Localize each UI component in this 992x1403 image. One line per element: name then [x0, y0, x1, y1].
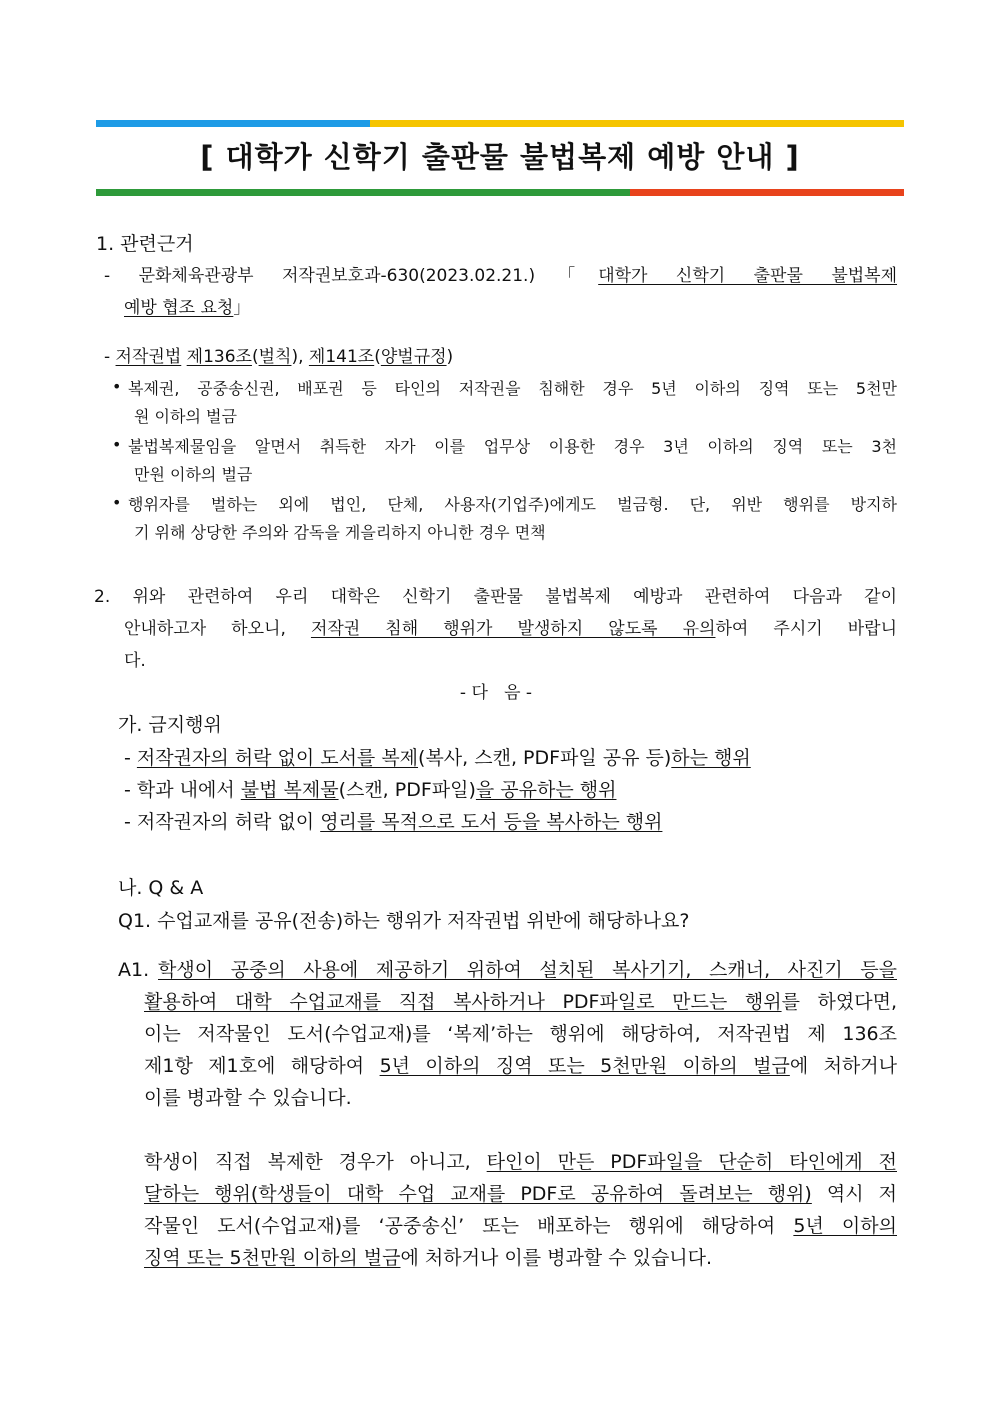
answer-1-para-2-line-3	[144, 1214, 897, 1238]
ga-item-1-detail: (복사, 스캔, PDF파일 공유 등)	[418, 747, 672, 769]
para-2-line-3-underline: 5년 이하의	[793, 1215, 897, 1237]
ga-item-1-underline-2: 하는 행위	[671, 747, 751, 769]
ga-item-3-underline: 영리를 목적으로 도서 등을 복사하는 행위	[320, 811, 663, 833]
answer-1-label: A1.	[118, 959, 150, 981]
answer-1-line-2-underline: 활용하여 대학 수업교재를 직접 복사하거나 PDF파일로 만드는 행위	[144, 991, 782, 1013]
ga-item-2-underline-2: 을 공유하는 행위	[475, 779, 617, 801]
reference-title-part-2: 예방 협조 요청	[124, 298, 234, 318]
paren-open-2: (	[374, 347, 381, 367]
ga-item-1	[124, 746, 751, 770]
answer-1-line-2-end: 를 하였다면,	[781, 991, 897, 1013]
answer-1-line-4	[144, 1054, 897, 1078]
answer-1-penalty: 5년 이하의 징역 또는 5천만원 이하의 벌금	[379, 1055, 790, 1077]
section-2-caution: 저작권 침해 행위가 발생하지 않도록 유의	[310, 619, 716, 639]
answer-1-para-2-line-2	[144, 1182, 897, 1206]
reference-line-1	[104, 264, 897, 288]
answer-1-para-2-line-1	[144, 1150, 897, 1174]
law-dash: -	[104, 347, 116, 367]
bullet-1-line-2: 원 이하의 벌금	[134, 407, 237, 426]
paren-close-2: )	[446, 347, 454, 367]
para-2-penalty: 징역 또는 5천만원 이하의 벌금	[144, 1247, 401, 1269]
ga-item-1-underline-1: 저작권자의 허락 없이 도서를 복제	[136, 747, 419, 769]
para-2-line-1-underline: 타인이 만든 PDF파일을 단순히 타인에게 전	[486, 1151, 897, 1173]
bullet-3-line-1: 행위자를 벌하는 외에 법인, 단체, 사용자(기업주)에게도 벌금형. 단, 위반 행위를 방지하	[128, 495, 897, 514]
para-2-line-1-start: 학생이 직접 복제한 경우가 아니고,	[144, 1151, 487, 1173]
paren-open: (	[251, 347, 259, 367]
answer-1-line-4-end: 에 처하거나	[789, 1055, 897, 1077]
section-1-heading: 1. 관련근거	[96, 233, 194, 255]
section-2-line-2	[124, 617, 897, 641]
ga-item-3	[124, 810, 662, 834]
law-line	[104, 345, 453, 369]
page-title: [ 대학가 신학기 출판물 불법복제 예방 안내 ]	[200, 140, 800, 174]
answer-1-para-2-line-4	[144, 1246, 712, 1270]
bullet-1-line-1: 복제권, 공중송신권, 배포권 등 타인의 저작권을 침해한 경우 5년 이하의 징역 또는 5천만	[128, 379, 897, 398]
ga-item-3-start: - 저작권자의 허락 없이	[124, 811, 321, 833]
answer-1-line-3: 이는 저작물인 도서(수업교재)를 ‘복제’하는 행위에 해당하여, 저작권법 제 136조	[144, 1023, 897, 1045]
answer-1-line-4-start: 제1항 제1호에 해당하여	[144, 1055, 380, 1077]
section-2-line-2-start: 안내하고자 하오니,	[124, 619, 311, 639]
bottom-bar-red	[630, 189, 904, 196]
reference-prefix: - 문화체육관광부 저작권보호과-630(2023.02.21.)「	[104, 266, 599, 286]
para-2-line-4-end: 에 처하거나 이를 병과할 수 있습니다.	[400, 1247, 713, 1269]
ga-item-2-start: - 학과 내에서	[124, 779, 241, 801]
section-2-center-heading: - 다 음 -	[459, 683, 533, 703]
question-1: Q1. 수업교재를 공유(전송)하는 행위가 저작권법 위반에 해당하나요?	[118, 910, 690, 932]
section-2-line-2-end: 하여 주시기 바랍니	[715, 619, 898, 639]
bottom-bar-green	[96, 189, 630, 196]
paren-close-comma: ),	[291, 347, 309, 367]
section-2-line-1: 2. 위와 관련하여 우리 대학은 신학기 출판물 불법복제 예방과 관련하여 다음과 같이	[94, 587, 897, 607]
answer-1-line-5: 이를 병과할 수 있습니다.	[144, 1087, 352, 1109]
para-2-line-2-underline: 달하는 행위(학생들이 대학 수업 교재를 PDF로 공유하여 돌려보는 행위)	[144, 1183, 812, 1205]
ga-heading: 가. 금지행위	[118, 714, 222, 736]
law-article-136-title: 벌칙	[258, 347, 292, 367]
law-name: 저작권법	[115, 347, 182, 367]
answer-1-line-1-underline: 학생이 공중의 사용에 제공하기 위하여 설치된 복사기기, 스캐너, 사진기 등을	[158, 959, 897, 981]
reference-line-2	[124, 296, 250, 320]
bullet-2-line-1: 불법복제물임을 알면서 취득한 자가 이를 업무상 이용한 경우 3년 이하의 징역 또는 3천	[128, 437, 897, 456]
ga-item-2-underline-1: 불법 복제물	[240, 779, 339, 801]
law-article-141: 제141조	[308, 347, 375, 367]
bullet-2-marker: •	[112, 435, 122, 454]
bullet-1-marker: •	[112, 377, 122, 396]
section-2-line-3: 다.	[124, 651, 146, 671]
para-2-line-2-end: 역시 저	[811, 1183, 897, 1205]
ga-item-1-dash: -	[124, 747, 137, 769]
reference-title-part-1: 대학가 신학기 출판물 불법복제	[598, 266, 898, 286]
law-article-141-title: 양벌규정	[380, 347, 447, 367]
answer-1-line-1	[158, 958, 897, 982]
para-2-line-3-start: 작물인 도서(수업교재)를 ‘공중송신’ 또는 배포하는 행위에 해당하여	[144, 1215, 794, 1237]
top-bar-yellow	[370, 120, 904, 127]
reference-suffix: 」	[233, 298, 251, 318]
top-bar-blue	[96, 120, 370, 127]
ga-item-2-detail: (스캔, PDF파일)	[338, 779, 476, 801]
na-heading: 나. Q & A	[118, 877, 204, 899]
bullet-2-line-2: 만원 이하의 벌금	[134, 465, 253, 484]
bullet-3-marker: •	[112, 493, 122, 512]
bullet-3-line-2: 기 위해 상당한 주의와 감독을 게을리하지 아니한 경우 면책	[134, 523, 546, 542]
law-article-136: 제136조	[186, 347, 252, 367]
ga-item-2	[124, 778, 616, 802]
answer-1-line-2	[144, 990, 897, 1014]
